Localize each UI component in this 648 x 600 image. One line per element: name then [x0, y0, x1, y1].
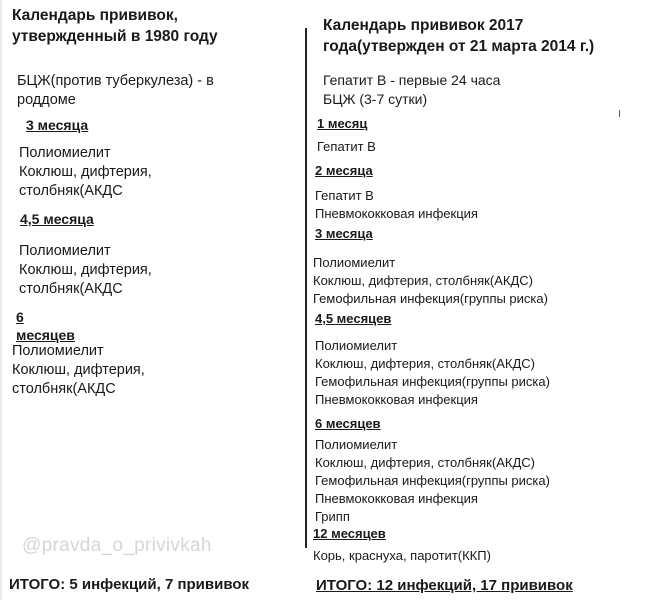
left-section-item: столбняк(АКДС	[12, 381, 116, 397]
right-section-item: Полиомиелит	[315, 338, 398, 353]
right-section-item: Грипп	[315, 509, 350, 524]
left-title-line-2: утвержденный в 1980 году	[12, 28, 218, 45]
right-section-header: 6 месяцев	[315, 416, 381, 431]
left-section-item: столбняк(АКДС	[19, 281, 123, 297]
left-intro-line-2: роддоме	[17, 92, 76, 108]
right-section-item: Гемофильная инфекция(группы риска)	[313, 291, 548, 306]
right-intro-line-2: БЦЖ (3-7 сутки)	[323, 91, 428, 107]
right-section-item: Гепатит В	[315, 188, 374, 203]
stray-mark	[619, 110, 620, 117]
left-section-header: месяцев	[16, 327, 75, 343]
right-section-header: 4,5 месяцев	[315, 311, 392, 326]
right-section-item: Коклюш, дифтерия, столбняк(АКДС)	[315, 455, 535, 470]
right-section-header: 1 месяц	[317, 116, 368, 131]
right-title-line-2: года(утвержден от 21 марта 2014 г.)	[323, 38, 595, 55]
left-section-item: Коклюш, дифтерия,	[12, 362, 145, 378]
column-divider	[305, 28, 307, 548]
right-section-item: Гемофильная инфекция(группы риска)	[315, 473, 550, 488]
watermark-handle: @pravda_o_privivkah	[22, 535, 212, 556]
right-section-item: Коклюш, дифтерия, столбняк(АКДС)	[313, 273, 533, 288]
right-section-item: Полиомиелит	[315, 437, 398, 452]
left-section-item: Коклюш, дифтерия,	[19, 262, 152, 278]
right-section-item: Гепатит В	[317, 139, 376, 154]
right-section-item: Полиомиелит	[313, 255, 396, 270]
left-section-item: столбняк(АКДС	[19, 183, 123, 199]
right-title-line-1: Календарь прививок 2017	[323, 17, 524, 34]
right-total: ИТОГО: 12 инфекций, 17 прививок	[316, 577, 573, 594]
left-section-item: Полиомиелит	[12, 343, 104, 359]
right-section-header: 2 месяца	[315, 163, 373, 178]
right-section-item: Пневмококковая инфекция	[315, 392, 478, 407]
right-section-item: Гемофильная инфекция(группы риска)	[315, 374, 550, 389]
left-title-line-1: Календарь прививок,	[12, 7, 178, 24]
left-edge-shadow	[0, 0, 2, 600]
left-total: ИТОГО: 5 инфекций, 7 прививок	[9, 576, 250, 593]
left-section-header: 3 месяца	[26, 117, 89, 133]
left-section-item: Коклюш, дифтерия,	[19, 164, 152, 180]
right-section-header: 3 месяца	[315, 226, 373, 241]
left-intro-line-1: БЦЖ(против туберкулеза) - в	[17, 73, 214, 89]
left-section-header: 6	[16, 309, 24, 325]
right-section-header: 12 месяцев	[313, 526, 386, 541]
right-intro-line-1: Гепатит В - первые 24 часа	[323, 72, 501, 88]
right-section-item: Пневмококковая инфекция	[315, 206, 478, 221]
right-section-item: Пневмококковая инфекция	[315, 491, 478, 506]
left-section-header: 4,5 месяца	[20, 211, 94, 227]
right-section-item: Коклюш, дифтерия, столбняк(АКДС)	[315, 356, 535, 371]
right-section-item: Корь, краснуха, паротит(ККП)	[313, 548, 491, 563]
left-section-item: Полиомиелит	[19, 145, 111, 161]
left-section-item: Полиомиелит	[19, 243, 111, 259]
